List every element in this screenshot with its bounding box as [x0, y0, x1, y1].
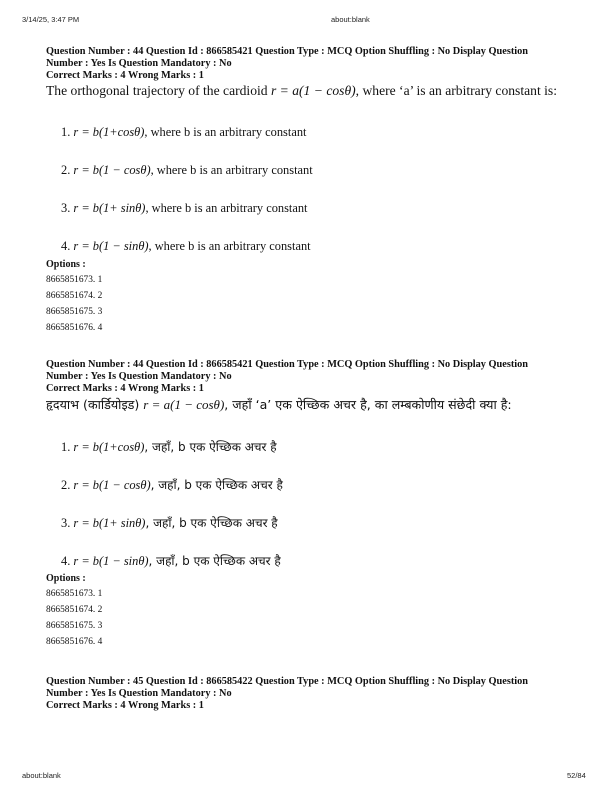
option-text: , where b is an arbitrary constant [150, 163, 313, 177]
question-formula: r = a(1 − cosθ) [270, 82, 356, 98]
option-id: 8665851673. 1 [46, 275, 103, 285]
question-meta-line1: Question Number : 44 Question Id : 866585421 Question Type : MCQ Option Shuffling : No Display Question [46, 359, 529, 370]
option-2: 2. r = b(1 − cosθ), जहाँ, b एक ऐच्छिक अचर है [61, 478, 283, 492]
question-meta-line2: Number : Yes Is Question Mandatory : No [46, 688, 232, 700]
question-marks: Correct Marks : 4 Wrong Marks : 1 [46, 383, 204, 395]
option-id: 8665851674. 2 [46, 291, 103, 301]
option-3: 3. r = b(1+ sinθ), जहाँ, b एक ऐच्छिक अचर है [61, 516, 278, 530]
option-1: 1. r = b(1+cosθ), जहाँ, b एक ऐच्छिक अचर है [61, 440, 277, 454]
question-suffix: , where ‘a’ is an arbitrary constant is: [355, 82, 557, 98]
option-4: 4. r = b(1 − sinθ), जहाँ, b एक ऐच्छिक अचर है [61, 554, 281, 568]
question-text [46, 396, 566, 413]
option-formula: r = b(1 − sinθ) [73, 554, 149, 568]
option-3: 3. r = b(1+ sinθ), where b is an arbitrary constant [61, 201, 308, 215]
page-number: 52/84 [567, 771, 586, 780]
question-block-hindi [46, 359, 566, 647]
option-1: 1. r = b(1+cosθ), where b is an arbitrary constant [61, 125, 307, 139]
option-text: , जहाँ, b एक ऐच्छिक अचर है [148, 554, 281, 568]
option-2: 2. r = b(1 − cosθ), where b is an arbitrary constant [61, 163, 313, 177]
option-formula: r = b(1 − sinθ) [73, 239, 149, 253]
question-marks: Correct Marks : 4 Wrong Marks : 1 [46, 700, 204, 712]
option-id: 8665851676. 4 [46, 637, 103, 647]
option-id: 8665851675. 3 [46, 307, 103, 317]
question-meta-line2: Number : Yes Is Question Mandatory : No [46, 371, 232, 383]
option-formula: r = b(1+cosθ) [73, 125, 145, 139]
option-text: , where b is an arbitrary constant [145, 201, 308, 215]
option-formula: r = b(1 − cosθ) [73, 163, 151, 177]
options-label: Options : [46, 573, 86, 584]
question-meta-line1: Question Number : 44 Question Id : 866585421 Question Type : MCQ Option Shuffling : No Display Question [46, 46, 529, 57]
option-id: 8665851676. 4 [46, 323, 103, 333]
option-formula: r = b(1+ sinθ) [73, 201, 146, 215]
question-meta-line2: Number : Yes Is Question Mandatory : No [46, 58, 232, 70]
print-url: about:blank [331, 15, 370, 24]
option-formula: r = b(1+ sinθ) [73, 516, 146, 530]
question-prefix: हृदयाभ (कार्डियोइड) [46, 396, 144, 412]
footer-url: about:blank [22, 771, 61, 780]
question-prefix: The orthogonal trajectory of the cardioid [46, 82, 271, 98]
option-text: , where b is an arbitrary constant [148, 239, 311, 253]
option-text: , where b is an arbitrary constant [144, 125, 307, 139]
question-suffix: , जहाँ ‘a’ एक ऐच्छिक अचर है, का लम्बकोणीय संछेदी क्या है: [224, 396, 512, 412]
question-block-english [46, 46, 566, 333]
option-formula: r = b(1 − cosθ) [73, 478, 151, 492]
question-text [46, 83, 566, 99]
options-label: Options : [46, 259, 86, 270]
question-block-next [46, 676, 566, 713]
option-4: 4. r = b(1 − sinθ), where b is an arbitrary constant [61, 239, 311, 253]
option-id: 8665851674. 2 [46, 605, 103, 615]
option-text: , जहाँ, b एक ऐच्छिक अचर है [150, 478, 283, 492]
option-text: , जहाँ, b एक ऐच्छिक अचर है [144, 440, 277, 454]
option-id: 8665851673. 1 [46, 589, 103, 599]
print-timestamp: 3/14/25, 3:47 PM [22, 15, 80, 24]
option-formula: r = b(1+cosθ) [73, 440, 145, 454]
option-id: 8665851675. 3 [46, 621, 103, 631]
question-marks: Correct Marks : 4 Wrong Marks : 1 [46, 70, 204, 82]
question-formula: r = a(1 − cosθ) [143, 396, 225, 412]
option-text: , जहाँ, b एक ऐच्छिक अचर है [145, 516, 278, 530]
question-meta-line1: Question Number : 45 Question Id : 866585422 Question Type : MCQ Option Shuffling : No Display Question [46, 676, 529, 687]
